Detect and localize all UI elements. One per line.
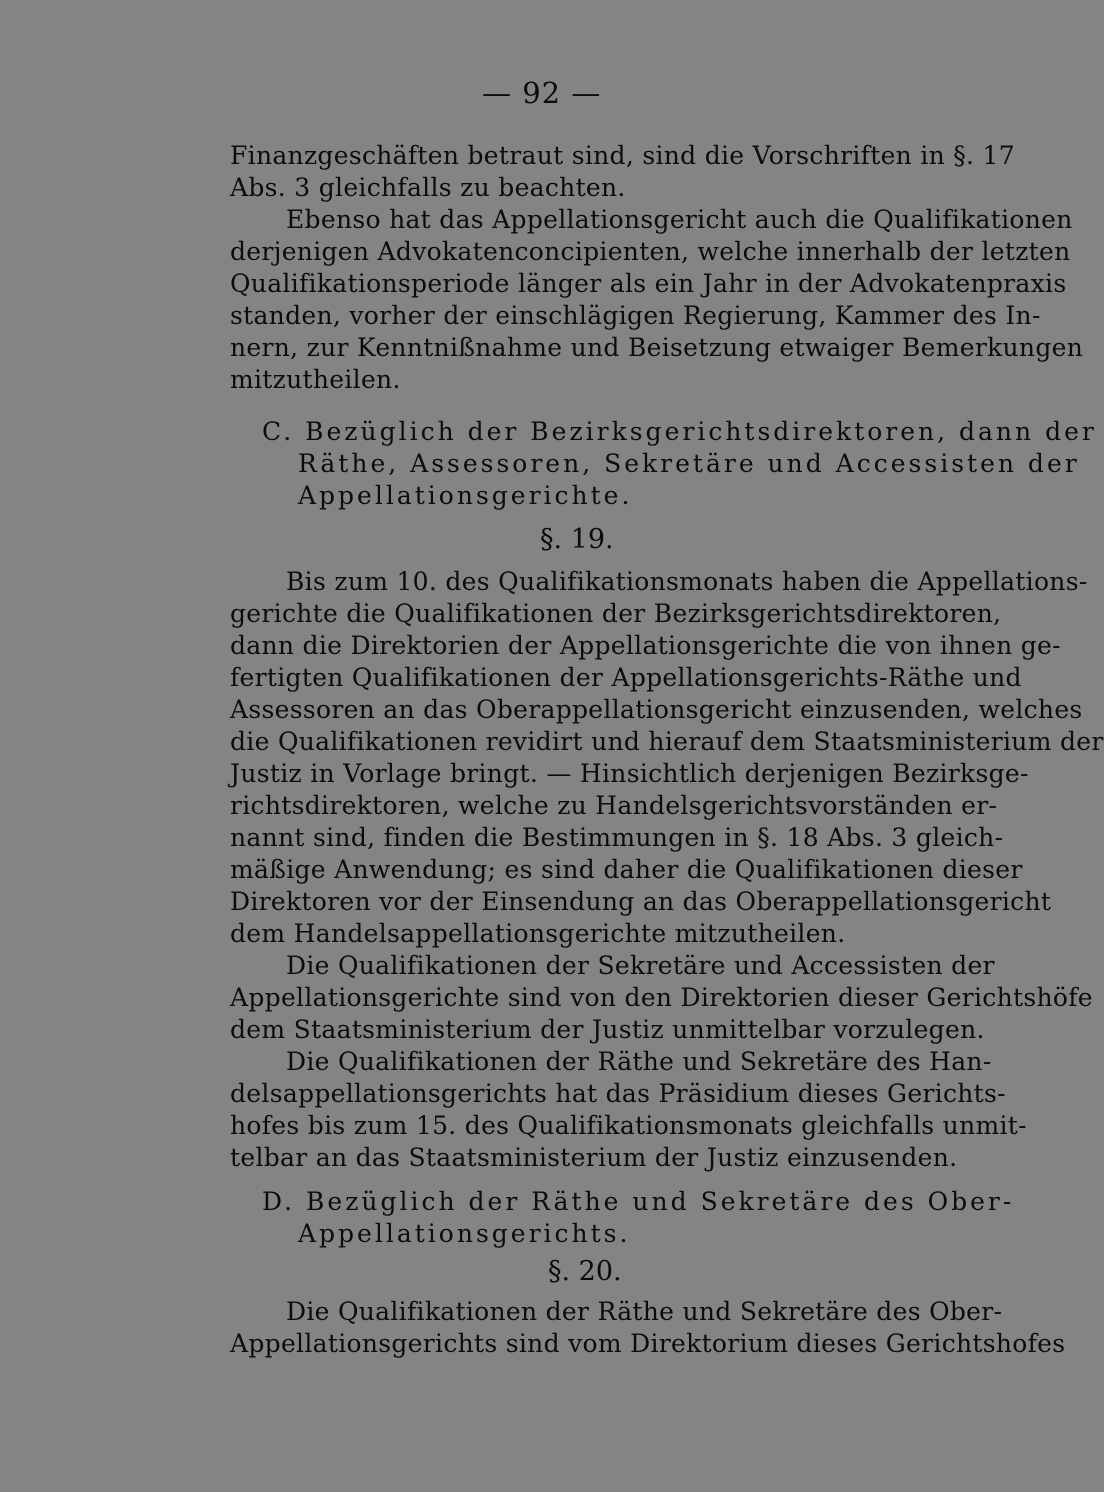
text-line: Appellationsgerichts sind vom Direktorium dieses Gerichtshofes [230, 1329, 1066, 1358]
text-line: Finanzgeschäften betraut sind, sind die Vorschriften in §. 17 [230, 141, 1015, 170]
text-line: hofes bis zum 15. des Qualifikationsmonats gleichfalls unmit- [230, 1111, 1027, 1140]
text-line: Abs. 3 gleichfalls zu beachten. [230, 173, 626, 202]
text-line: fertigten Qualifikationen der Appellationsgerichts-Räthe und [230, 663, 1022, 692]
paragraph-start-line: Die Qualifikationen der Räthe und Sekretäre des Han- [286, 1047, 992, 1076]
text-line: nern, zur Kenntnißnahme und Beisetzung etwaiger Bemerkungen [230, 333, 1084, 362]
text-line: Appellationsgerichte sind von den Direktorien dieser Gerichtshöfe [230, 983, 1093, 1012]
section-heading-d: D. Bezüglich der Räthe und Sekretäre des Ober- [262, 1187, 1015, 1216]
text-line: gerichte die Qualifikationen der Bezirksgerichtsdirektoren, [230, 599, 1002, 628]
text-line: derjenigen Advokatenconcipienten, welche innerhalb der letzten [230, 237, 1071, 266]
paragraph-start-line: Ebenso hat das Appellationsgericht auch die Qualifikationen [286, 205, 1073, 234]
text-line: nannt sind, finden die Bestimmungen in §. 18 Abs. 3 gleich- [230, 823, 1004, 852]
text-line: Assessoren an das Oberappellationsgericht einzusenden, welches [230, 695, 1083, 724]
text-line: telbar an das Staatsministerium der Justiz einzusenden. [230, 1143, 958, 1172]
paragraph-number-20: §. 20. [548, 1256, 622, 1287]
paragraph-start-line: Bis zum 10. des Qualifikationsmonats haben die Appellations- [286, 567, 1088, 596]
text-line: mäßige Anwendung; es sind daher die Qualifikationen dieser [230, 855, 1023, 884]
text-line: mitzutheilen. [230, 365, 401, 394]
section-heading-c: C. Bezüglich der Bezirksgerichtsdirektoren, dann der [262, 417, 1097, 446]
paragraph-number-19: §. 19. [540, 524, 614, 555]
text-line: delsappellationsgerichts hat das Präsidium dieses Gerichts- [230, 1079, 1006, 1108]
paragraph-start-line: Die Qualifikationen der Räthe und Sekretäre des Ober- [286, 1297, 1003, 1326]
section-heading-d-cont: Appellationsgerichts. [298, 1219, 631, 1248]
text-line: richtsdirektoren, welche zu Handelsgerichtsvorständen er- [230, 791, 998, 820]
text-line: die Qualifikationen revidirt und hierauf dem Staatsministerium der [230, 727, 1104, 756]
text-line: dem Staatsministerium der Justiz unmittelbar vorzulegen. [230, 1015, 985, 1044]
text-line: Direktoren vor der Einsendung an das Oberappellationsgericht [230, 887, 1052, 916]
text-line: dem Handelsappellationsgerichte mitzutheilen. [230, 919, 846, 948]
text-line: Qualifikationsperiode länger als ein Jahr in der Advokatenpraxis [230, 269, 1067, 298]
section-heading-c-cont: Räthe, Assessoren, Sekretäre und Accessisten der [298, 449, 1080, 478]
text-line: Justiz in Vorlage bringt. — Hinsichtlich derjenigen Bezirksge- [230, 759, 1029, 788]
text-line: standen, vorher der einschlägigen Regierung, Kammer des In- [230, 301, 1041, 330]
paragraph-start-line: Die Qualifikationen der Sekretäre und Accessisten der [286, 951, 995, 980]
page-number: — 92 — [482, 76, 602, 110]
section-heading-c-cont: Appellationsgerichte. [298, 481, 633, 510]
text-line: dann die Direktorien der Appellationsgerichte die von ihnen ge- [230, 631, 1061, 660]
